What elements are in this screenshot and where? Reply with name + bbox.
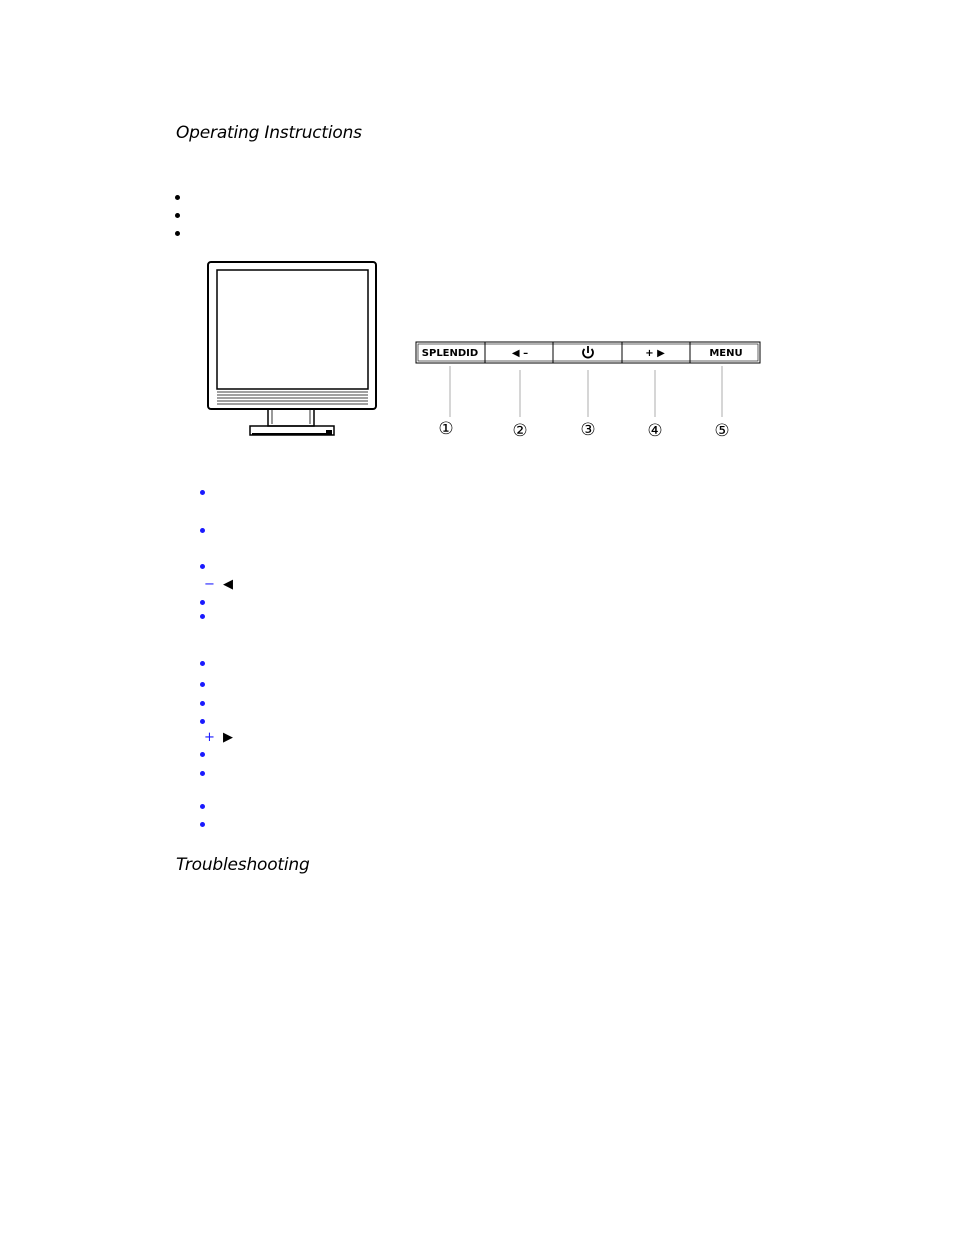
monitor-front-view-icon	[206, 260, 380, 440]
callout-number-2: ②	[512, 421, 528, 441]
plus-sign: +	[204, 730, 215, 745]
bullet	[200, 490, 205, 495]
bullet	[175, 195, 180, 200]
bullet	[200, 701, 205, 706]
callout-number-3: ③	[580, 420, 596, 440]
left-arrow-icon: ◀	[223, 577, 233, 592]
minus-sign: −	[204, 577, 215, 592]
bullet	[200, 682, 205, 687]
bullet	[200, 719, 205, 724]
menu-label: MENU	[709, 348, 743, 359]
menu-button	[709, 348, 742, 359]
power-icon	[583, 346, 593, 358]
button-panel-diagram	[410, 335, 770, 445]
callout-number-4: ④	[647, 421, 663, 441]
operating-instructions-heading: Operating Instructions	[176, 123, 362, 143]
callout-number-5: ⑤	[714, 421, 730, 441]
increase-label: + ▶	[645, 348, 665, 359]
decrease-button	[512, 348, 528, 359]
bullet	[175, 231, 180, 236]
bullet	[200, 564, 205, 569]
splendid-button	[422, 348, 478, 359]
bullet	[200, 822, 205, 827]
splendid-label: SPLENDID	[421, 348, 479, 359]
right-arrow-icon: ▶	[223, 730, 233, 745]
bullet	[200, 614, 205, 619]
bullet	[175, 213, 180, 218]
bullet	[200, 771, 205, 776]
bullet	[200, 600, 205, 605]
bullet	[200, 752, 205, 757]
increase-button	[645, 348, 665, 359]
bullet	[200, 528, 205, 533]
decrease-label: ◀ –	[511, 348, 529, 359]
troubleshooting-heading: Troubleshooting	[176, 855, 310, 875]
callout-number-1: ①	[438, 419, 454, 439]
bullet	[200, 804, 205, 809]
power-button	[583, 346, 593, 358]
bullet	[200, 661, 205, 666]
